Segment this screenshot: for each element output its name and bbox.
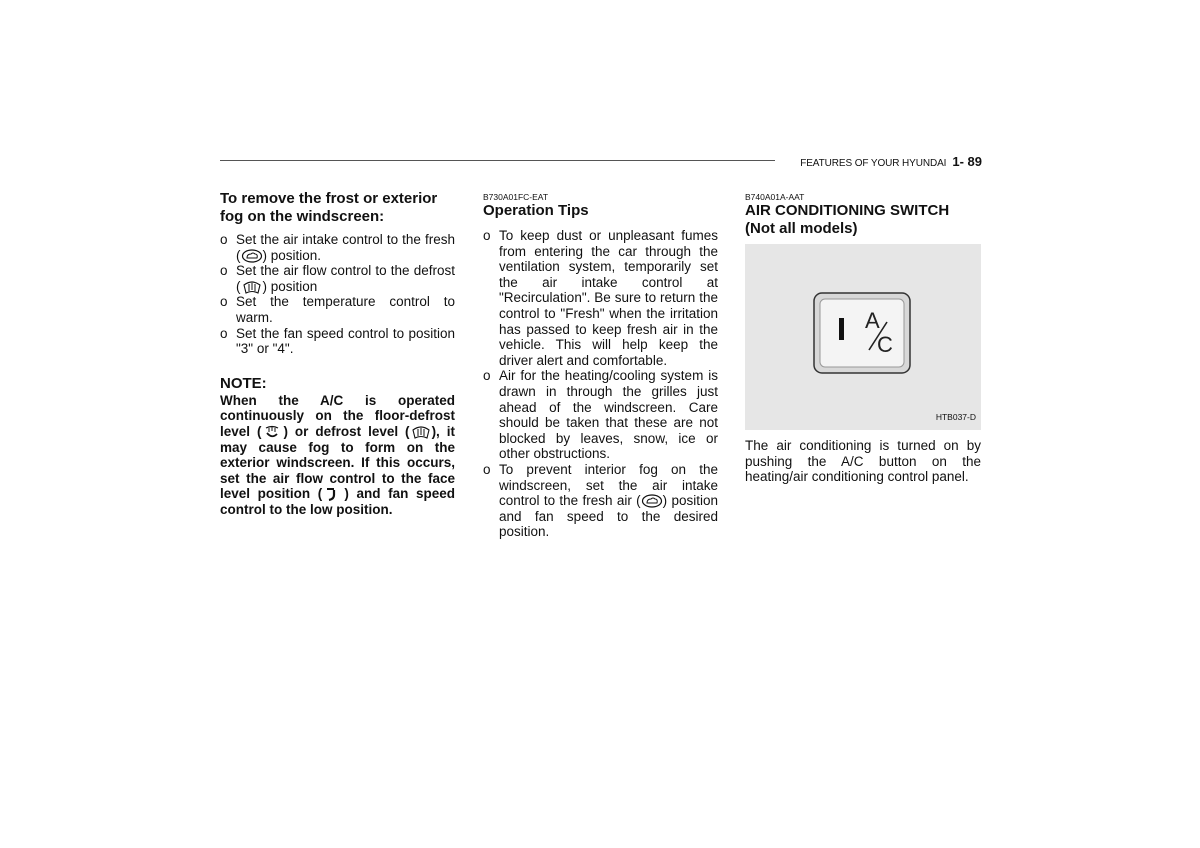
item-text: Set the temperature control to warm. xyxy=(236,294,455,325)
bullet: o xyxy=(220,232,228,247)
face-level-icon xyxy=(322,487,344,501)
tips-list xyxy=(483,228,718,540)
figure-code: HTB037-D xyxy=(935,412,976,423)
frost-heading: To remove the frost or exterior fog on the windscreen: xyxy=(220,190,438,225)
list-item xyxy=(483,228,718,368)
ac-button-illustration xyxy=(813,292,913,376)
tips-heading: Operation Tips xyxy=(483,202,589,219)
item-text: Set the air flow control to the defrost ( xyxy=(236,263,455,294)
floor-defrost-icon xyxy=(261,425,283,439)
section-code: B730A01FC-EAT xyxy=(483,192,549,202)
list-item xyxy=(220,263,455,294)
fresh-air-icon xyxy=(241,249,263,263)
bullet: o xyxy=(483,368,491,384)
bullet: o xyxy=(483,461,491,477)
column-frost-removal xyxy=(220,190,455,518)
list-item xyxy=(220,294,455,325)
section-title: FEATURES OF YOUR HYUNDAI xyxy=(800,158,947,169)
column-ac-switch xyxy=(745,190,981,485)
item-text: To keep dust or unpleasant fumes from entering the car through the ventilation system, temporarily set the air intake control at "Recirculation". Be sure to return the control to "Fresh" when the irritation has passed to keep fresh air in the vehicle. This will help keep the driver alert and comfortable. xyxy=(499,228,718,368)
list-item xyxy=(483,462,718,540)
ac-label-c: C xyxy=(877,332,893,357)
ac-label-a: A xyxy=(865,308,880,333)
note-text xyxy=(220,393,455,518)
item-text: ) position xyxy=(262,278,318,294)
item-text: To prevent interior fog on the windscreen, set the air intake control to the fresh air ( xyxy=(499,461,718,509)
column-operation-tips xyxy=(483,190,718,540)
item-text: ) position. xyxy=(262,247,322,263)
header-rule xyxy=(220,160,775,161)
ac-description: The air conditioning is turned on by pushing the A/C button on the heating/air conditioning control panel. xyxy=(745,438,981,485)
note-heading: NOTE: xyxy=(220,374,267,392)
page-number: 1- 89 xyxy=(952,154,982,169)
bullet: o xyxy=(220,325,228,341)
frost-steps-list xyxy=(220,232,455,357)
ac-switch-figure xyxy=(745,244,981,430)
bullet: o xyxy=(220,294,228,310)
section-code: B740A01A-AAT xyxy=(745,192,805,202)
defrost-icon xyxy=(410,425,432,439)
list-item xyxy=(483,368,718,462)
list-item xyxy=(220,232,455,263)
page-header xyxy=(782,153,982,171)
fresh-air-icon xyxy=(641,494,663,508)
note-part: ) or defrost level ( xyxy=(283,423,410,439)
indicator-bar xyxy=(839,318,844,340)
item-text: Set the fan speed control to position "3" or "4". xyxy=(236,325,455,357)
item-text: ) position and fan speed to the desired position. xyxy=(499,493,719,540)
item-text: Air for the heating/cooling system is drawn in through the grilles just ahead of the windscreen. Care should be taken that these are not blocked by leaves, snow, ice or other obstructions. xyxy=(499,368,718,462)
list-item xyxy=(220,326,455,357)
note-part: ) and fan speed control to the low position. xyxy=(220,486,456,517)
bullet: o xyxy=(220,263,228,279)
ac-heading: AIR CONDITIONING SWITCH (Not all models) xyxy=(745,202,950,237)
item-text: Set the air intake control to the fresh ( xyxy=(236,232,455,263)
note-part: When the A/C is operated continuously on the floor-defrost level ( xyxy=(220,392,455,439)
note-part: ), it may cause fog to form on the exterior windscreen. If this occurs, set the air flow control to the face level position ( xyxy=(220,423,456,502)
defrost-icon xyxy=(241,280,263,294)
bullet: o xyxy=(483,228,491,243)
